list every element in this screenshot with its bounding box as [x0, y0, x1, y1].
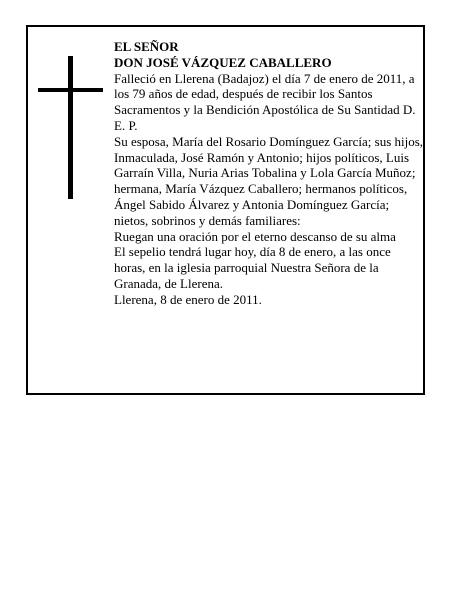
prayer-request: Ruegan una oración por el eterno descanso de su alma — [114, 228, 396, 244]
notice-title-line1: EL SEÑOR — [114, 39, 179, 54]
notice-title-line2: DON JOSÉ VÁZQUEZ CABALLERO — [114, 54, 332, 70]
obituary-notice — [26, 25, 425, 395]
death-announcement: Falleció en Llerena (Badajoz) el día 7 de enero de 2011, a los 79 años de edad, después de recibir los Santos Sacramentos y la Bendición Apostólica de Su Santidad D. E. P. — [114, 70, 416, 133]
notice-text — [114, 39, 424, 308]
cross-horizontal-bar — [38, 88, 103, 92]
burial-details: El sepelio tendrá lugar hoy, día 8 de enero, a las once horas, en la iglesia parroquial Nuestra Señora de la Granada, de Llerena. — [114, 244, 391, 291]
cross-vertical-bar — [68, 56, 73, 199]
family-list: Su esposa, María del Rosario Domínguez García; sus hijos, Inmaculada, José Ramón y Antonio; hijos políticos, Luis Garraín Villa, Nuria Arias Tobalina y Lola García Muñoz; hermana, María Vázquez Caballero; hermanos políticos, Ángel Sabido Álvarez y Antonia Domínguez García; nietos, sobrinos y demás familiares: — [114, 133, 424, 228]
place-date: Llerena, 8 de enero de 2011. — [114, 291, 262, 307]
